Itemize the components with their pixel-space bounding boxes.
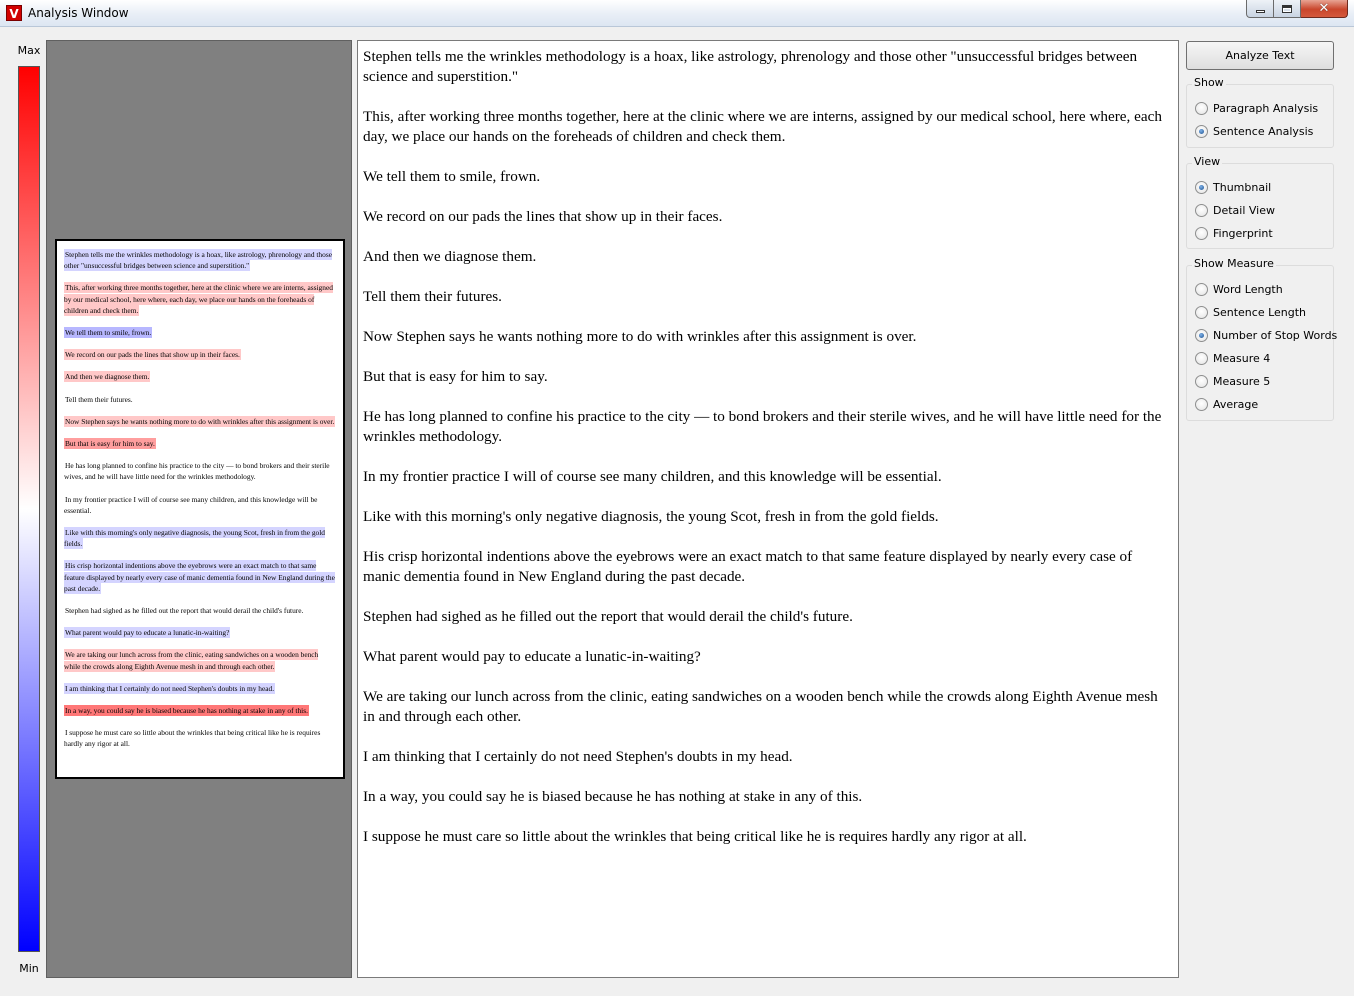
legend-min-label: Min — [19, 962, 39, 975]
thumbnail-paragraph-text: This, after working three months together, here at the clinic where we are interns, assigned by our medical school, here where, each day, we place our hands on the foreheads of children and check them. — [64, 283, 333, 315]
show-measure-group-label: Show Measure — [1194, 257, 1274, 270]
radio-label: Fingerprint — [1213, 226, 1273, 240]
legend-max-label: Max — [17, 44, 41, 57]
thumbnail-paragraph-text: But that is easy for him to say. — [65, 439, 155, 449]
thumbnail-paragraph-text: What parent would pay to educate a lunatic-in-waiting? — [65, 628, 230, 638]
text-display-panel[interactable] — [357, 40, 1179, 978]
thumbnail-paragraph[interactable] — [64, 705, 336, 716]
thumbnail-paragraph-text: Stephen tells me the wrinkles methodology is a hoax, like astrology, phrenology and those other "unsuccessful bridges between science and superstition." — [64, 250, 332, 271]
maximize-icon — [1282, 5, 1292, 13]
thumbnail-paragraph[interactable] — [64, 327, 336, 338]
radio-unchecked-icon[interactable] — [1195, 352, 1208, 365]
window-controls — [1246, 0, 1348, 18]
thumbnail-paragraph[interactable] — [64, 416, 336, 427]
radio-unchecked-icon[interactable] — [1195, 227, 1208, 240]
thumbnail-paragraph[interactable] — [64, 494, 336, 516]
text-paragraph: And then we diagnose them. — [363, 248, 537, 265]
thumbnail-paragraph[interactable] — [64, 683, 336, 694]
title-bar[interactable] — [0, 0, 1354, 27]
thumbnail-paragraph-text: Tell them their futures. — [65, 394, 133, 404]
radio-measure-5[interactable] — [1195, 373, 1270, 389]
thumbnail-paragraph-text: And then we diagnose them. — [65, 372, 150, 382]
radio-thumbnail[interactable] — [1195, 179, 1271, 195]
radio-measure-4[interactable] — [1195, 350, 1270, 366]
thumbnail-paragraph-text: In a way, you could say he is biased because he has nothing at stake in any of this. — [65, 706, 308, 716]
radio-sentence-length[interactable] — [1195, 304, 1306, 320]
minimize-button[interactable] — [1246, 0, 1274, 18]
radio-unchecked-icon[interactable] — [1195, 204, 1208, 217]
thumbnail-paragraph[interactable] — [64, 649, 336, 671]
text-paragraph: But that is easy for him to say. — [363, 368, 548, 385]
thumbnail-paragraph-text: We are taking our lunch across from the clinic, eating sandwiches on a wooden bench while the crowds along Eighth Avenue mesh in and through each other. — [64, 650, 319, 671]
show-group-label: Show — [1194, 76, 1224, 89]
thumbnail-paragraph[interactable] — [64, 349, 336, 360]
thumbnail-paragraph[interactable] — [64, 371, 336, 382]
radio-unchecked-icon[interactable] — [1195, 375, 1208, 388]
thumbnail-paragraph-text: He has long planned to confine his practice to the city — to bond brokers and their sterile wives, and he will have little need for the wrinkles methodology. — [64, 461, 330, 482]
text-paragraph: Stephen tells me the wrinkles methodology is a hoax, like astrology, phrenology and those other "unsuccessful bridges between science and superstition." — [363, 48, 1138, 85]
text-paragraph: I am thinking that I certainly do not need Stephen's doubts in my head. — [363, 748, 793, 765]
text-paragraph: Tell them their futures. — [363, 288, 502, 305]
thumbnail-paragraph[interactable] — [64, 727, 336, 749]
thumbnail-paragraph-text: Stephen had sighed as he filled out the report that would derail the child's future. — [65, 606, 304, 616]
radio-unchecked-icon[interactable] — [1195, 283, 1208, 296]
color-scale-legend — [18, 66, 40, 952]
thumbnail-paragraph[interactable] — [64, 605, 336, 616]
minimize-icon — [1256, 10, 1265, 13]
radio-number-of-stop-words[interactable] — [1195, 327, 1337, 343]
text-paragraph: His crisp horizontal indentions above the eyebrows were an exact match to that same feature displayed by nearly every case of manic dementia found in New England during the past decade. — [363, 548, 1133, 585]
thumbnail-paragraph[interactable] — [64, 438, 336, 449]
thumbnail-paragraph[interactable] — [64, 627, 336, 638]
radio-label: Word Length — [1213, 282, 1283, 296]
radio-fingerprint[interactable] — [1195, 225, 1273, 241]
radio-label: Average — [1213, 397, 1259, 411]
thumbnail-paragraph[interactable] — [64, 460, 336, 482]
radio-label: Detail View — [1213, 203, 1276, 217]
text-paragraph: In a way, you could say he is biased because he has nothing at stake in any of this. — [363, 788, 863, 805]
thumbnail-paragraph-text: We record on our pads the lines that show up in their faces. — [65, 350, 240, 360]
radio-label: Sentence Analysis — [1213, 124, 1314, 138]
text-paragraph: In my frontier practice I will of course see many children, and this knowledge will be essential. — [363, 468, 942, 485]
thumbnail-panel[interactable] — [46, 40, 352, 978]
radio-label: Measure 4 — [1213, 351, 1271, 365]
text-paragraph: Like with this morning's only negative diagnosis, the young Scot, fresh in from the gold fields. — [363, 508, 939, 525]
thumbnail-paragraph[interactable] — [64, 282, 336, 316]
radio-unchecked-icon[interactable] — [1195, 306, 1208, 319]
radio-unchecked-icon[interactable] — [1195, 102, 1208, 115]
thumbnail-paragraph[interactable] — [64, 527, 336, 549]
radio-average[interactable] — [1195, 396, 1258, 412]
radio-label: Number of Stop Words — [1213, 328, 1338, 342]
radio-paragraph-analysis[interactable] — [1195, 100, 1318, 116]
thumbnail-paragraph-text: Like with this morning's only negative diagnosis, the young Scot, fresh in from the gold fields. — [64, 528, 325, 549]
radio-sentence-analysis[interactable] — [1195, 123, 1313, 139]
radio-detail-view[interactable] — [1195, 202, 1275, 218]
radio-checked-icon[interactable] — [1195, 181, 1208, 194]
thumbnail-paragraph[interactable] — [64, 394, 336, 405]
app-v-icon[interactable]: V — [6, 5, 22, 21]
close-icon: ✕ — [1318, 1, 1330, 16]
thumbnail-paragraph-text: I am thinking that I certainly do not need Stephen's doubts in my head. — [65, 683, 275, 693]
text-paragraph: We are taking our lunch across from the clinic, eating sandwiches on a wooden bench while the crowds along Eighth Avenue mesh in and through each other. — [363, 688, 1158, 725]
analyze-text-button[interactable]: Analyze Text — [1186, 41, 1334, 70]
window-title: Analysis Window — [28, 6, 129, 20]
text-paragraph: He has long planned to confine his practice to the city — to bond brokers and their sterile wives, and he will have little need for the wrinkles methodology. — [363, 408, 1162, 445]
thumbnail-paragraph-text: We tell them to smile, frown. — [65, 328, 152, 338]
view-group-label: View — [1194, 155, 1221, 168]
thumbnail-paragraph-text: His crisp horizontal indentions above the eyebrows were an exact match to that same feature displayed by nearly every case of manic dementia found in New England during the past decade. — [64, 561, 335, 593]
radio-checked-icon[interactable] — [1195, 329, 1208, 342]
text-paragraph: We record on our pads the lines that show up in their faces. — [363, 208, 723, 225]
text-paragraph: Stephen had sighed as he filled out the report that would derail the child's future. — [363, 608, 853, 625]
thumbnail-page[interactable] — [55, 239, 345, 779]
window-frame-left — [0, 27, 8, 996]
text-paragraph: We tell them to smile, frown. — [363, 168, 541, 185]
thumbnail-paragraph[interactable] — [64, 249, 336, 271]
radio-label: Paragraph Analysis — [1213, 101, 1319, 115]
radio-checked-icon[interactable] — [1195, 125, 1208, 138]
text-paragraph: What parent would pay to educate a lunatic-in-waiting? — [363, 648, 701, 665]
maximize-button[interactable] — [1274, 0, 1301, 18]
radio-word-length[interactable] — [1195, 281, 1283, 297]
thumbnail-paragraph-text: In my frontier practice I will of course see many children, and this knowledge will be essential. — [64, 494, 318, 515]
text-paragraph: Now Stephen says he wants nothing more to do with wrinkles after this assignment is over. — [363, 328, 917, 345]
radio-unchecked-icon[interactable] — [1195, 398, 1208, 411]
text-paragraph: This, after working three months together, here at the clinic where we are interns, assigned by our medical school, here where, each day, we place our hands on the foreheads of children and check them. — [363, 108, 1162, 145]
radio-label: Measure 5 — [1213, 374, 1271, 388]
thumbnail-paragraph[interactable] — [64, 560, 336, 594]
window-frame-right — [1346, 27, 1354, 996]
thumbnail-paragraph-text: I suppose he must care so little about the wrinkles that being critical like he is requires hardly any rigor at all. — [64, 728, 321, 749]
radio-label: Thumbnail — [1213, 180, 1272, 194]
text-paragraph: I suppose he must care so little about the wrinkles that being critical like he is requires hardly any rigor at all. — [363, 828, 1027, 845]
close-button[interactable] — [1301, 0, 1348, 18]
radio-label: Sentence Length — [1213, 305, 1307, 319]
thumbnail-paragraph-text: Now Stephen says he wants nothing more to do with wrinkles after this assignment is over. — [65, 416, 335, 426]
